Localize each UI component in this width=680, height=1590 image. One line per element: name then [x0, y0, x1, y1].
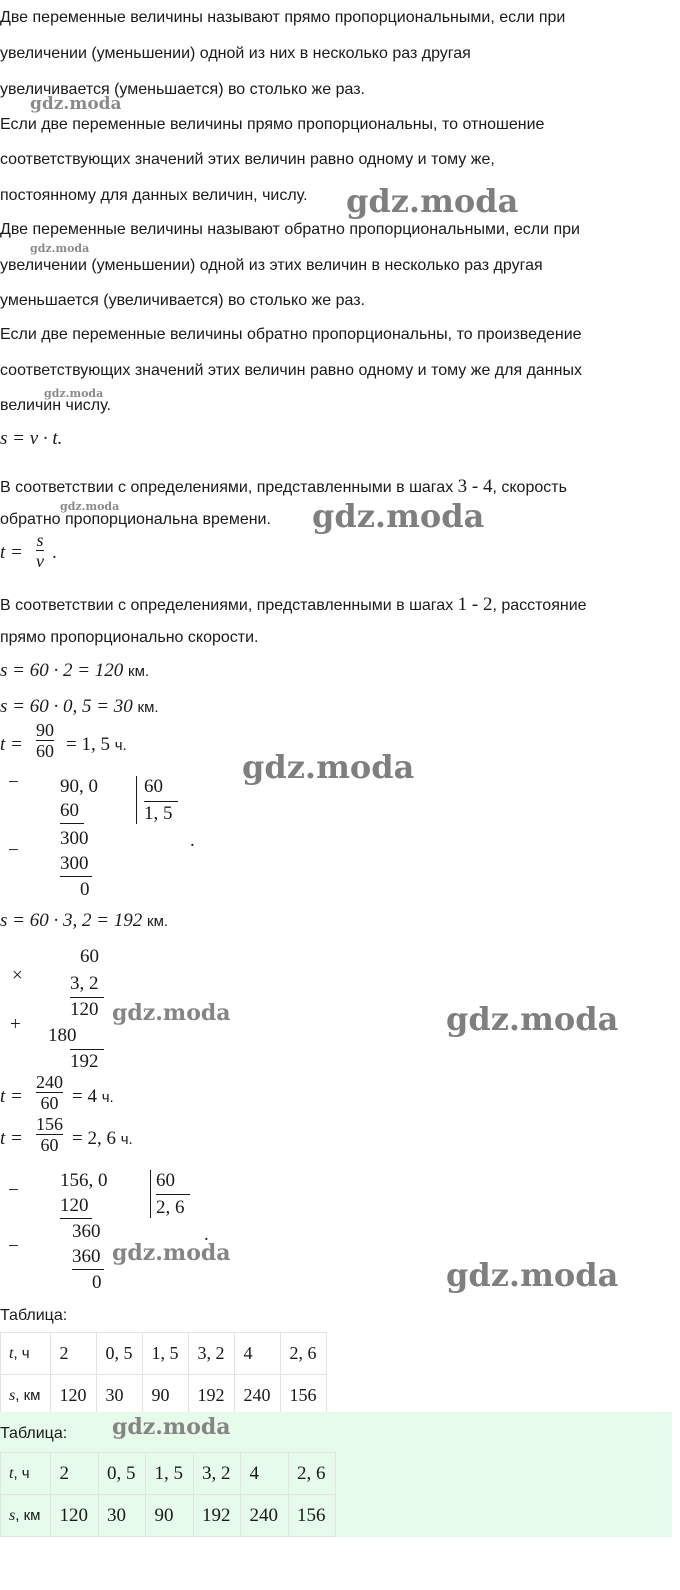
- quotient: 2, 6: [156, 1197, 185, 1218]
- period: .: [52, 542, 57, 563]
- table-cell: 4: [235, 1333, 281, 1375]
- row-header: s, км: [1, 1495, 51, 1537]
- text-line: обратно пропорциональна времени.: [0, 511, 271, 528]
- text-segment: , скорость: [492, 479, 567, 496]
- table-cell: 2: [51, 1453, 99, 1495]
- period: .: [190, 830, 195, 851]
- formula-t3-lhs: t =: [0, 1128, 23, 1149]
- fraction-s-over-v: [36, 530, 44, 571]
- table-cell: 192: [189, 1375, 235, 1417]
- table-cell: 3, 2: [193, 1453, 241, 1495]
- times-sign: ×: [12, 965, 23, 986]
- fraction-denominator: 60: [40, 1135, 59, 1155]
- table-cell: 0, 5: [98, 1453, 146, 1495]
- table-cell: 156: [281, 1375, 327, 1417]
- formula-s3: s = 60 · 3, 2 = 192 км.: [0, 910, 169, 931]
- table-cell: 240: [241, 1495, 289, 1537]
- text-line: прямо пропорционально скорости.: [0, 629, 259, 646]
- table-cell: 0, 5: [97, 1333, 143, 1375]
- subtrahend: 120: [60, 1195, 89, 1216]
- table-cell: 192: [193, 1495, 241, 1537]
- product-result: 192: [70, 1051, 99, 1072]
- divisor-underline: [144, 801, 178, 802]
- table-row-time: [1, 1453, 336, 1495]
- values-table: [0, 1332, 327, 1417]
- subtrahend: 60: [60, 800, 79, 821]
- values-table-highlighted: [0, 1452, 336, 1537]
- table-cell: 2, 6: [281, 1333, 327, 1375]
- row-header: t, ч: [1, 1333, 51, 1375]
- text-line: увеличивается (уменьшается) во столько же раз.: [0, 81, 365, 98]
- division-bar: [136, 776, 137, 824]
- fraction-numerator: 240: [36, 1072, 63, 1092]
- text-line: постоянному для данных величин, числу.: [0, 187, 308, 204]
- watermark: gdz.moda: [446, 1256, 619, 1294]
- watermark: gdz.moda: [112, 1000, 231, 1026]
- underline: [60, 876, 92, 877]
- underline: [60, 823, 84, 824]
- watermark: gdz.moda: [30, 242, 90, 255]
- text-line: Две переменные величины называют обратно пропорциональными, если при: [0, 221, 580, 238]
- partial-product-2: 180: [48, 1025, 77, 1046]
- text-line: увеличении (уменьшении) одной из них в несколько раз другая: [0, 45, 471, 62]
- watermark: gdz.moda: [346, 182, 519, 220]
- minus-sign: −: [8, 840, 19, 861]
- table-cell: 30: [98, 1495, 146, 1537]
- formula-t2-rhs: = 4 ч.: [72, 1086, 114, 1107]
- watermark: gdz.moda: [112, 1240, 231, 1266]
- watermark: gdz.moda: [312, 497, 485, 535]
- watermark: gdz.moda: [44, 387, 104, 400]
- fraction-156-over-60: [36, 1114, 63, 1155]
- text-line: [0, 476, 567, 498]
- text-line: Две переменные величины называют прямо пропорциональными, если при: [0, 9, 566, 26]
- fraction-denominator: v: [36, 551, 44, 571]
- fraction-denominator: 60: [40, 1093, 59, 1113]
- fraction-90-over-60: [36, 720, 54, 761]
- factor-b: 3, 2: [70, 973, 99, 994]
- quotient: 1, 5: [144, 803, 173, 824]
- divisor: 60: [144, 776, 163, 797]
- text-line: Если две переменные величины обратно пропорциональны, то произведение: [0, 326, 582, 343]
- partial-product-1: 120: [70, 999, 99, 1020]
- subtrahend: 300: [60, 853, 89, 874]
- watermark: gdz.moda: [30, 94, 122, 114]
- formula-svt: s = v · t.: [0, 428, 63, 449]
- row-header: s, км: [1, 1375, 51, 1417]
- table-cell: 120: [51, 1495, 99, 1537]
- minus-sign: −: [8, 1236, 19, 1257]
- final-remainder: 0: [80, 879, 90, 900]
- factor-a: 60: [80, 946, 99, 967]
- step-range: 1 - 2: [457, 594, 493, 615]
- underline: [70, 997, 104, 998]
- dividend: 90, 0: [60, 776, 98, 797]
- watermark: gdz.moda: [112, 1414, 231, 1440]
- text-segment: В соответствии с определениями, представленными в шагах: [0, 597, 458, 614]
- watermark: gdz.moda: [242, 748, 415, 786]
- table-cell: 240: [235, 1375, 281, 1417]
- formula-s1: s = 60 · 2 = 120 км.: [0, 660, 150, 681]
- divisor-underline: [156, 1194, 190, 1195]
- table-row-distance: [1, 1495, 336, 1537]
- table-cell: 2, 6: [288, 1453, 336, 1495]
- watermark: gdz.moda: [60, 500, 120, 513]
- subtrahend: 360: [72, 1246, 101, 1267]
- text-segment: В соответствии с определениями, представленными в шагах: [0, 479, 458, 496]
- formula-t3-rhs: = 2, 6 ч.: [72, 1128, 133, 1149]
- fraction-denominator: 60: [36, 741, 54, 761]
- table-cell: 90: [146, 1495, 194, 1537]
- table-row-distance: [1, 1375, 327, 1417]
- minus-sign: −: [8, 772, 19, 793]
- formula-t1-rhs: = 1, 5 ч.: [66, 734, 127, 755]
- formula-s2: s = 60 · 0, 5 = 30 км.: [0, 696, 159, 717]
- fraction-240-over-60: [36, 1072, 63, 1113]
- final-remainder: 0: [92, 1272, 102, 1293]
- watermark: gdz.moda: [446, 1000, 619, 1038]
- table-cell: 1, 5: [146, 1453, 194, 1495]
- table-cell: 156: [288, 1495, 336, 1537]
- formula-t1-lhs: t =: [0, 734, 23, 755]
- text-line: величин числу.: [0, 397, 111, 414]
- division-bar: [150, 1170, 151, 1218]
- table-cell: 90: [143, 1375, 189, 1417]
- row-header: t, ч: [1, 1453, 51, 1495]
- text-line: уменьшается (увеличивается) во столько же раз.: [0, 292, 365, 309]
- underline: [60, 1218, 92, 1219]
- table-caption: Таблица:: [0, 1307, 68, 1324]
- step-range: 3 - 4: [457, 476, 493, 497]
- text-line: соответствующих значений этих величин равно одному и тому же,: [0, 151, 495, 168]
- table-cell: 1, 5: [143, 1333, 189, 1375]
- table-cell: 30: [97, 1375, 143, 1417]
- table-cell: 2: [51, 1333, 97, 1375]
- text-line: Если две переменные величины прямо пропорциональны, то отношение: [0, 116, 545, 133]
- minus-sign: −: [8, 1180, 19, 1201]
- formula-t-lhs: t =: [0, 542, 23, 563]
- dividend: 156, 0: [60, 1170, 108, 1191]
- fraction-numerator: 156: [36, 1114, 63, 1134]
- remainder: 360: [72, 1221, 101, 1242]
- underline: [72, 1269, 104, 1270]
- plus-sign: +: [10, 1014, 21, 1035]
- fraction-numerator: s: [36, 530, 44, 550]
- text-line: соответствующих значений этих величин равно одному и тому же для данных: [0, 362, 582, 379]
- table-cell: 3, 2: [189, 1333, 235, 1375]
- table-row-time: [1, 1333, 327, 1375]
- table-caption: Таблица:: [0, 1425, 68, 1442]
- formula-t2-lhs: t =: [0, 1086, 23, 1107]
- table-cell: 120: [51, 1375, 97, 1417]
- remainder: 300: [60, 828, 89, 849]
- underline: [70, 1049, 104, 1050]
- text-line: увеличении (уменьшении) одной из этих величин в несколько раз другая: [0, 257, 543, 274]
- fraction-numerator: 90: [36, 720, 54, 740]
- text-segment: , расстояние: [492, 597, 587, 614]
- divisor: 60: [156, 1170, 175, 1191]
- text-line: [0, 594, 587, 616]
- table-cell: 4: [241, 1453, 289, 1495]
- period: .: [204, 1224, 209, 1245]
